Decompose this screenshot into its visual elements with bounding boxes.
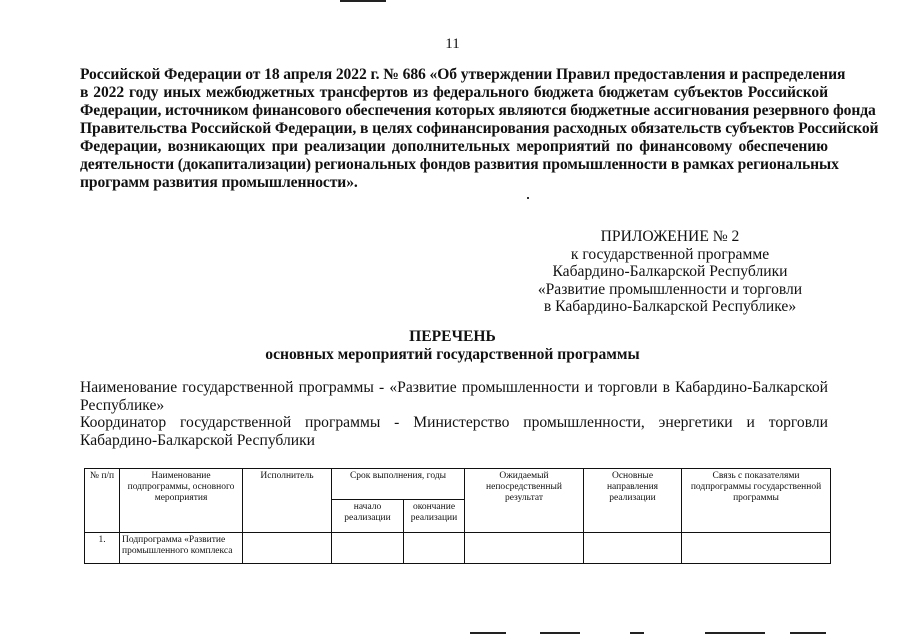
intro-line: деятельности (докапитализации) региональных фондов развития промышленности в рамках региональных: [80, 156, 839, 173]
page-number: 11: [445, 36, 460, 52]
header-directions: Основные направления реализации: [584, 469, 682, 533]
intro-line: в 2022 году иных межбюджетных трансфертов из федерального бюджета бюджетам субъектов Российской: [80, 84, 828, 101]
coordinator-line: Кабардино-Балкарской Республики: [80, 431, 316, 449]
activities-table: [84, 468, 831, 564]
cell-num: 1.: [85, 533, 120, 564]
header-executor: Исполнитель: [243, 469, 332, 533]
header-link: Связь с показателями подпрограммы государственной программы: [682, 469, 831, 533]
intro-line: Российской Федерации от 18 апреля 2022 г. № 686 «Об утверждении Правил предоставления и распределения: [80, 66, 846, 83]
cell-directions: [584, 533, 682, 564]
bottom-scan-mark: [705, 632, 765, 634]
bottom-scan-mark: [540, 632, 580, 634]
intro-line: Правительства Российской Федерации, в целях софинансирования расходных обязательств субъектов Российской: [80, 120, 879, 137]
cell-name: Подпрограмма «Развитие промышленного комплекса: [120, 533, 243, 564]
table-row: [85, 533, 831, 564]
intro-paragraph: [80, 66, 879, 192]
program-name-line: Наименование государственной программы - «Развитие промышленности и торговли в Кабардино-Балкарской: [80, 379, 828, 396]
header-name: Наименование подпрограммы, основного мероприятия: [120, 469, 243, 533]
bottom-scan-mark: [790, 632, 826, 634]
program-name-line: Республике»: [80, 396, 165, 414]
cell-executor: [243, 533, 332, 564]
scan-dot: [527, 197, 529, 199]
title-subheading: основных мероприятий государственной программы: [265, 346, 640, 363]
cell-end: [404, 533, 465, 564]
appendix-line: к государственной программе: [570, 245, 770, 263]
header-end: окончание реализации: [404, 500, 465, 533]
bottom-scan-mark: [470, 632, 506, 634]
table-header-row: [85, 469, 831, 500]
intro-line: Федерации, возникающих при реализации дополнительных мероприятий по финансовому обеспечению: [80, 138, 828, 155]
cell-start: [332, 533, 404, 564]
intro-line: программ развития промышленности».: [80, 174, 358, 191]
program-info: [80, 379, 828, 449]
appendix-line: Кабардино-Балкарской Республики: [552, 263, 788, 280]
appendix-header: [520, 228, 820, 316]
intro-line: Федерации, источником финансового обеспечения которых являются бюджетные ассигнования резервного фонда: [80, 102, 876, 119]
appendix-line: «Развитие промышленности и торговли: [537, 280, 803, 298]
coordinator-line: Координатор государственной программы - Министерство промышленности, энергетики и торговли: [80, 414, 828, 431]
header-term: Срок выполнения, годы: [332, 469, 465, 500]
header-result: Ожидаемый непосредственный результат: [465, 469, 584, 533]
document-title: [0, 328, 905, 364]
header-start: начало реализации: [332, 500, 404, 533]
top-scan-mark: [340, 0, 386, 2]
title-heading: ПЕРЕЧЕНЬ: [409, 328, 496, 345]
appendix-line: в Кабардино-Балкарской Республике»: [543, 298, 797, 315]
cell-result: [465, 533, 584, 564]
bottom-scan-mark: [630, 632, 644, 634]
cell-link: [682, 533, 831, 564]
appendix-title: ПРИЛОЖЕНИЕ № 2: [600, 228, 740, 245]
header-num: № п/п: [85, 469, 120, 533]
